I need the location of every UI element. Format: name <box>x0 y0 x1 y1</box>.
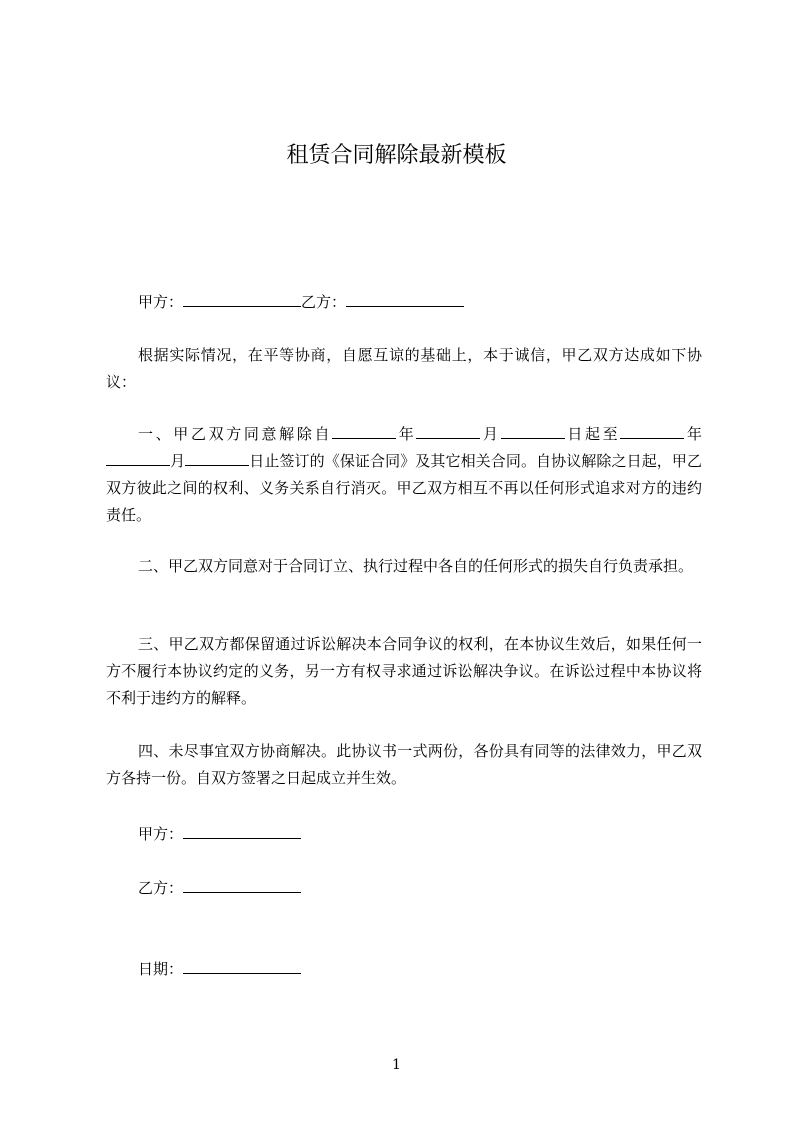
party-a-blank <box>183 292 301 307</box>
signature-party-b <box>138 878 301 898</box>
clause-4: 四、未尽事宜双方协商解决。此协议书一式两份，各份具有同等的法律效力，甲乙双方各持一份。自双方签署之日起成立并生效。 <box>106 742 702 787</box>
end-year-blank <box>620 424 684 439</box>
clause-2: 二、甲乙双方同意对于合同订立、执行过程中各自的任何形式的损失自行负责承担。 <box>138 557 694 575</box>
start-year-blank <box>332 424 396 439</box>
clause-3: 三、甲乙双方都保留通过诉讼解决本合同争议的权利，在本协议生效后，如果任何一方不履行本协议约定的义务，另一方有权寻求通过诉讼解决争议。在诉讼过程中本协议将不利于违约方的解释。 <box>106 635 702 707</box>
signature-party-a <box>138 824 301 844</box>
party-b-label: 乙方： <box>301 293 347 311</box>
party-b-blank <box>346 292 464 307</box>
signature-date-label: 日期： <box>138 960 184 978</box>
signature-date <box>138 959 301 979</box>
end-day-blank <box>185 451 249 466</box>
clause-1 <box>106 421 702 529</box>
signature-date-blank <box>183 959 301 974</box>
signature-party-a-label: 甲方： <box>138 825 184 843</box>
clause-1-prefix: 一、甲乙双方同意解除自 <box>138 425 333 443</box>
page-title: 租赁合同解除最新模板 <box>286 143 507 168</box>
end-year-label: 年 <box>684 425 702 443</box>
parties-line <box>138 292 464 312</box>
page-number: 1 <box>392 1057 401 1073</box>
start-day-blank <box>501 424 565 439</box>
start-year-label: 年 <box>396 425 417 443</box>
signature-party-a-blank <box>183 824 301 839</box>
intro-paragraph: 根据实际情况，在平等协商，自愿互谅的基础上，本于诚信，甲乙双方达成如下协议： <box>106 346 702 391</box>
clause-1-rest: 日止签订的《保证合同》及其它相关合同。自协议解除之日起，甲乙双方彼此之间的权利、义务关系自行消灭。甲乙双方相互不再以任何形式追求对方的违约责任。 <box>106 452 702 524</box>
end-month-blank <box>106 451 170 466</box>
signature-party-b-blank <box>183 878 301 893</box>
end-month-label: 月 <box>170 452 186 470</box>
start-month-blank <box>416 424 480 439</box>
start-day-label: 日起至 <box>564 425 621 443</box>
start-month-label: 月 <box>480 425 501 443</box>
party-a-label: 甲方： <box>138 293 184 311</box>
signature-party-b-label: 乙方： <box>138 879 184 897</box>
